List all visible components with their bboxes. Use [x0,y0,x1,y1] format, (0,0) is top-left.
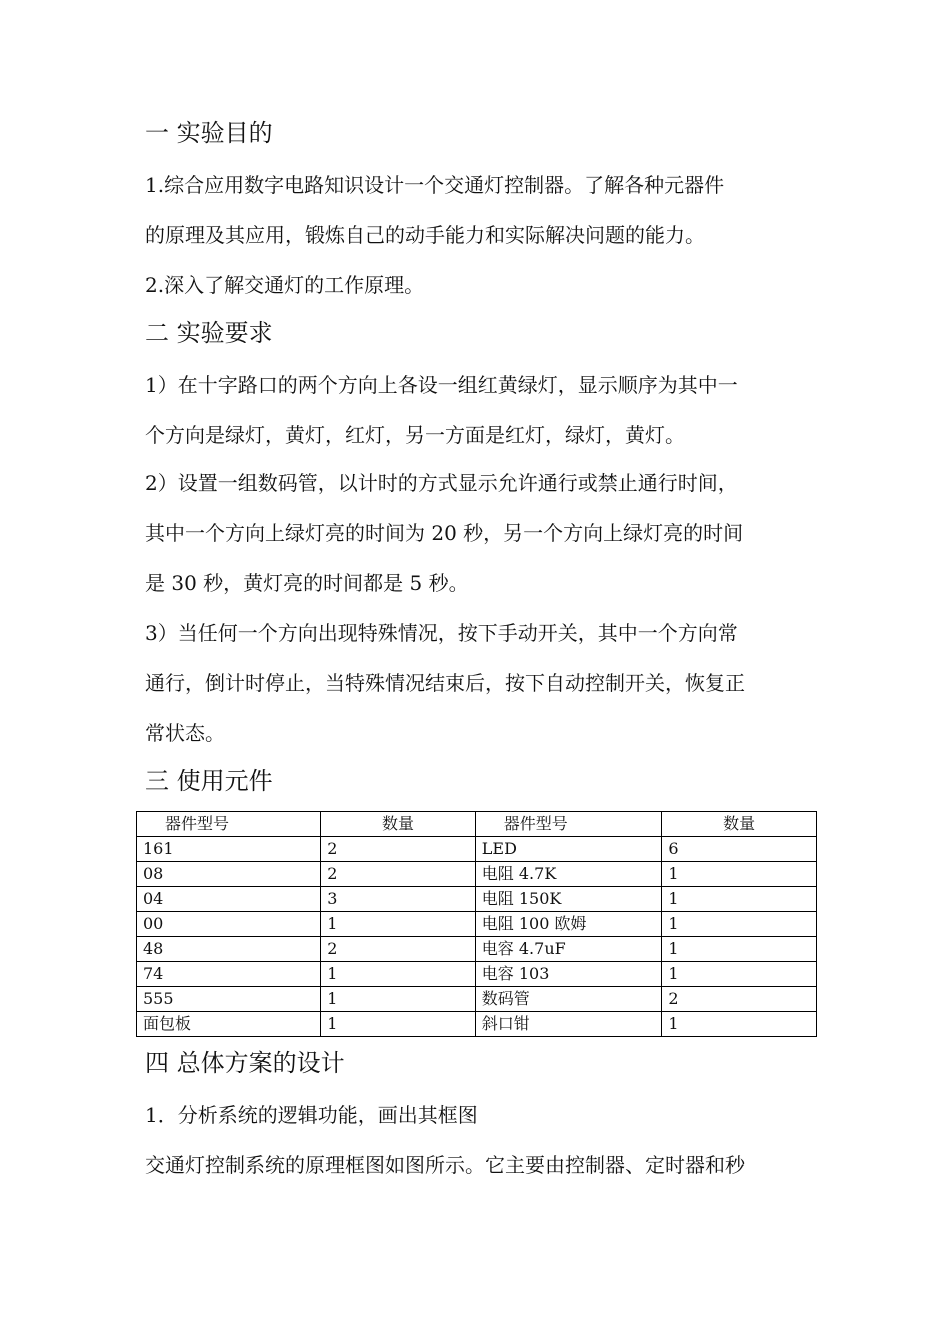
paragraph-line: 1.综合应用数字电路知识设计一个交通灯控制器。了解各种元器件 [145,173,725,197]
table-cell: 2 [662,987,817,1012]
table-cell: 1 [321,962,476,987]
section-heading-requirements: 二 实验要求 [145,319,273,347]
table-cell: 1 [662,937,817,962]
table-row [137,887,817,912]
table-cell: 00 [137,912,321,937]
table-row [137,837,817,862]
column-header: 数量 [662,812,817,837]
table-cell: 1 [662,862,817,887]
paragraph-line: 通行，倒计时停止，当特殊情况结束后，按下自动控制开关，恢复正 [145,671,745,695]
table-cell: 555 [137,987,321,1012]
section-heading-design: 四 总体方案的设计 [145,1049,345,1077]
table-cell: 1 [662,887,817,912]
table-cell: 161 [137,837,321,862]
paragraph-line: 个方向是绿灯，黄灯，红灯，另一方面是红灯，绿灯，黄灯。 [145,423,685,447]
section-heading-purpose: 一 实验目的 [145,119,273,147]
components-table [136,811,817,1037]
table-cell: 电容 103 [475,962,662,987]
column-header: 数量 [321,812,476,837]
table-cell: 电阻 150K [475,887,662,912]
paragraph-line: 3）当任何一个方向出现特殊情况，按下手动开关，其中一个方向常 [145,621,738,645]
section-heading-components: 三 使用元件 [145,767,273,795]
table-cell: 1 [662,912,817,937]
table-cell: 6 [662,837,817,862]
table-row [137,962,817,987]
paragraph-line: 2）设置一组数码管，以计时的方式显示允许通行或禁止通行时间， [145,471,738,495]
table-cell: 电阻 100 欧姆 [475,912,662,937]
table-cell: 1 [321,912,476,937]
table-cell: 04 [137,887,321,912]
paragraph-line: 1）在十字路口的两个方向上各设一组红黄绿灯，显示顺序为其中一 [145,373,738,397]
table-cell: 2 [321,937,476,962]
table-cell: 斜口钳 [475,1012,662,1037]
table-cell: 面包板 [137,1012,321,1037]
table-row [137,937,817,962]
table-cell: 48 [137,937,321,962]
table-row [137,1012,817,1037]
paragraph-line: 其中一个方向上绿灯亮的时间为 20 秒，另一个方向上绿灯亮的时间 [145,521,744,545]
table-cell: 08 [137,862,321,887]
table-cell: 电容 4.7uF [475,937,662,962]
table-cell: LED [475,837,662,862]
paragraph-line: 是 30 秒，黄灯亮的时间都是 5 秒。 [145,571,469,595]
table-cell: 1 [662,962,817,987]
table-cell: 2 [321,862,476,887]
table-row [137,987,817,1012]
paragraph-line: 1．分析系统的逻辑功能，画出其框图 [145,1103,478,1127]
paragraph-line: 2.深入了解交通灯的工作原理。 [145,273,425,297]
paragraph-line: 的原理及其应用，锻炼自己的动手能力和实际解决问题的能力。 [145,223,705,247]
table-cell: 1 [321,987,476,1012]
paragraph-line: 交通灯控制系统的原理框图如图所示。它主要由控制器、定时器和秒 [145,1153,745,1177]
table-header-row [137,812,817,837]
column-header: 器件型号 [137,812,321,837]
table-cell: 2 [321,837,476,862]
column-header: 器件型号 [475,812,662,837]
table-cell: 数码管 [475,987,662,1012]
table-cell: 电阻 4.7K [475,862,662,887]
table-cell: 74 [137,962,321,987]
table-cell: 3 [321,887,476,912]
paragraph-line: 常状态。 [145,721,225,745]
table-row [137,862,817,887]
table-cell: 1 [662,1012,817,1037]
table-cell: 1 [321,1012,476,1037]
table-row [137,912,817,937]
